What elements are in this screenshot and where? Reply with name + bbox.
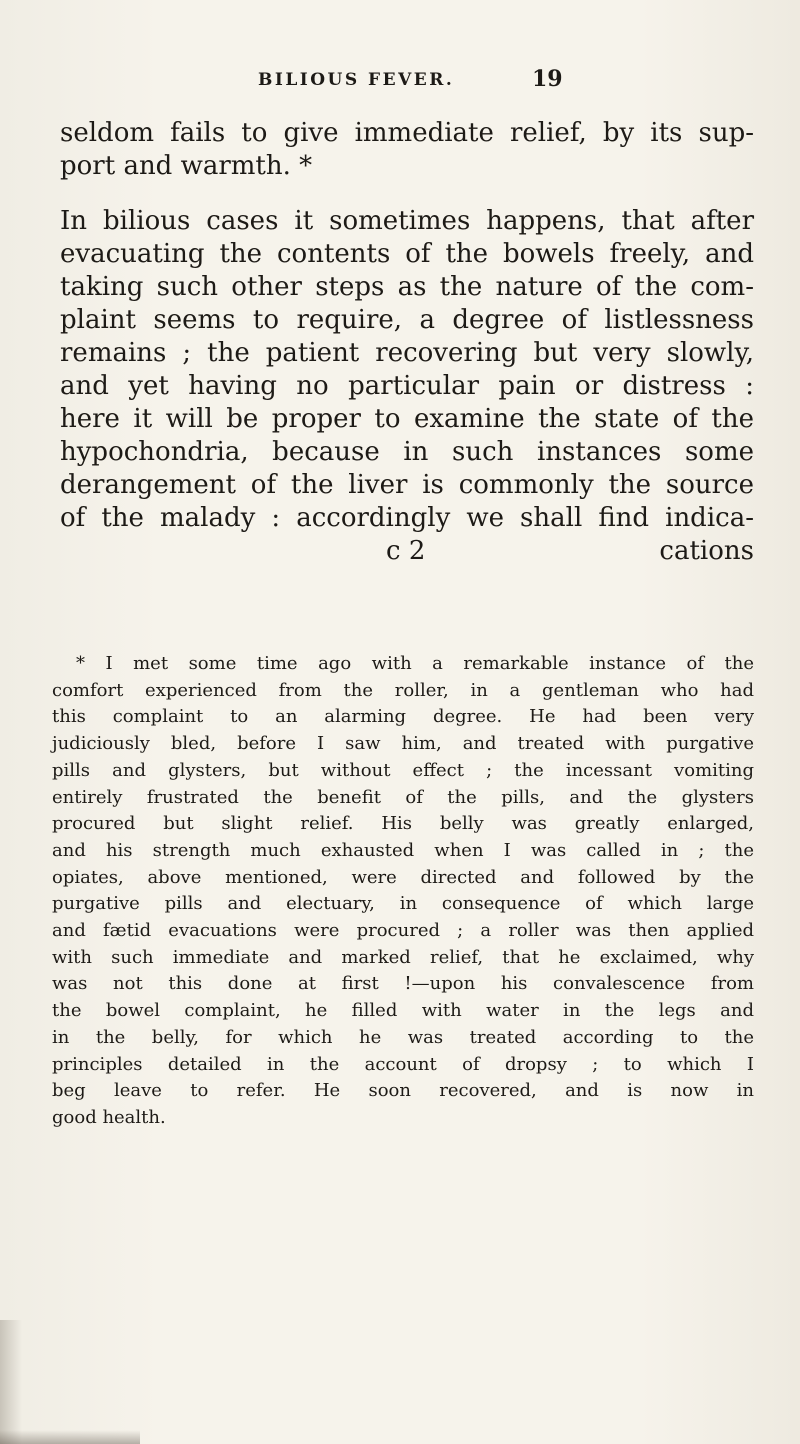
footnote-line: in the belly, for which he was treated according to the — [52, 1026, 754, 1048]
footnote-line: this complaint to an alarming degree. He had been very — [52, 706, 754, 728]
footnote-line: judiciously bled, before I saw him, and treated with purgative — [52, 733, 754, 755]
text-line: and yet having no particular pain or distress : — [60, 371, 754, 401]
text-line: plaint seems to require, a degree of listlessness — [60, 305, 754, 335]
text-line: derangement of the liver is commonly the source — [60, 470, 754, 500]
paragraph-gap — [60, 183, 754, 205]
text-line: In bilious cases it sometimes happens, that after — [60, 206, 754, 236]
catchword: cations — [659, 536, 754, 566]
footnote-line: * I met some time ago with a remarkable instance of the — [76, 653, 754, 674]
footnote-line: opiates, above mentioned, were directed and followed by the — [52, 866, 754, 888]
body-text — [60, 117, 754, 568]
page-corner-shadow — [0, 1430, 140, 1444]
footnote-line: beg leave to refer. He soon recovered, and is now in — [52, 1080, 754, 1102]
footnote-line: entirely frustrated the benefit of the pills, and the glysters — [52, 786, 754, 808]
text-line: seldom fails to give immediate relief, by its sup- — [60, 118, 754, 148]
signature-mark: c 2 — [386, 536, 426, 566]
running-head: BILIOUS FEVER. — [258, 70, 455, 90]
signature-row — [60, 535, 754, 568]
text-line: remains ; the patient recovering but very slowly, — [60, 338, 754, 368]
footnote-line: purgative pills and electuary, in consequence of which large — [52, 893, 754, 915]
footnote-line: and fætid evacuations were procured ; a roller was then applied — [52, 920, 754, 942]
footnote-line: pills and glysters, but without effect ; the incessant vomiting — [52, 759, 754, 781]
text-line: taking such other steps as the nature of the com- — [60, 272, 754, 302]
footnote-line: principles detailed in the account of dropsy ; to which I — [52, 1053, 754, 1075]
text-line: here it will be proper to examine the state of the — [60, 404, 754, 434]
footnote-line: comfort experienced from the roller, in a gentleman who had — [52, 679, 754, 701]
footnote-line: was not this done at first !—upon his convalescence from — [52, 973, 754, 995]
text-line: hypochondria, because in such instances some — [60, 437, 754, 467]
footnote-line: and his strength much exhausted when I was called in ; the — [52, 839, 754, 861]
footnote — [52, 651, 754, 1132]
footnote-line: procured but slight relief. His belly was greatly enlarged, — [52, 813, 754, 835]
footnote-line: the bowel complaint, he filled with water in the legs and — [52, 1000, 754, 1022]
footnote-line: with such immediate and marked relief, that he exclaimed, why — [52, 946, 754, 968]
footnote-line: good health. — [52, 1106, 166, 1128]
text-line: of the malady : accordingly we shall find indica- — [60, 503, 754, 533]
text-line: port and warmth. * — [60, 151, 313, 181]
page-header — [60, 66, 750, 100]
page-edge-shadow — [0, 1320, 22, 1444]
page-number: 19 — [532, 66, 563, 92]
text-line: evacuating the contents of the bowels freely, and — [60, 239, 754, 269]
